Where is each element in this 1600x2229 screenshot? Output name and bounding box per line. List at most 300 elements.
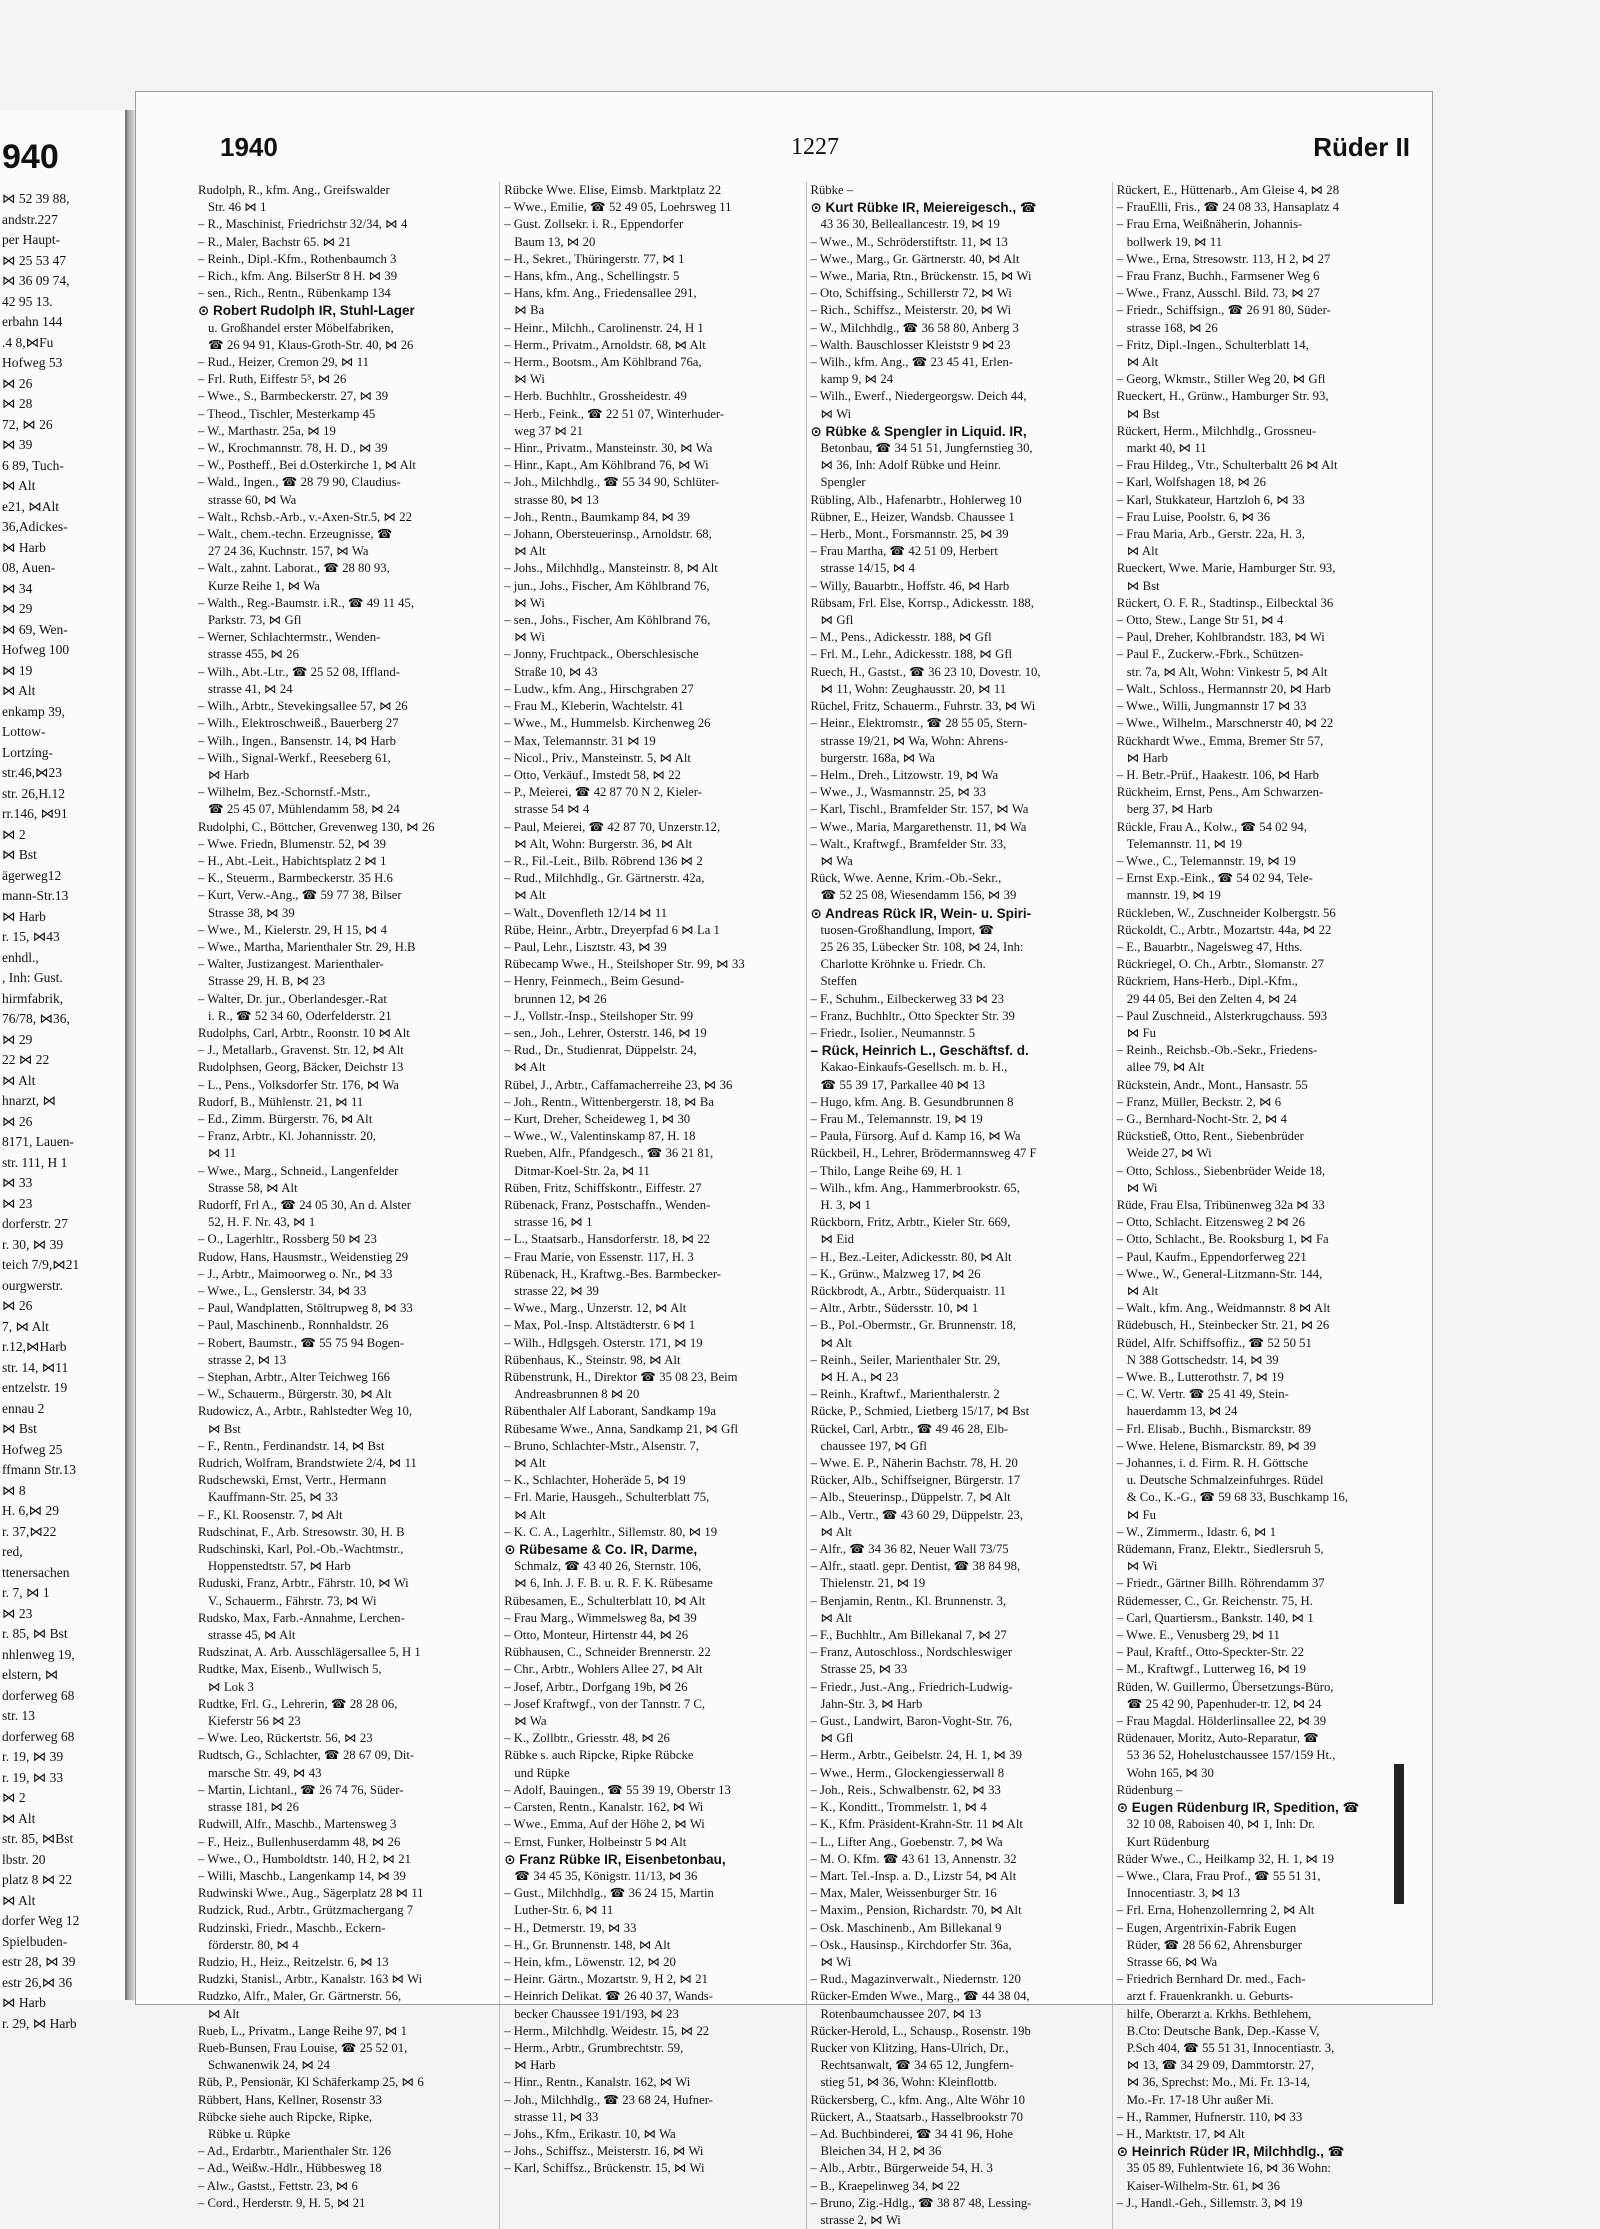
directory-entry-line: – Walt., kfm. Ang., Weidmannstr. 8 ⋈ Alt (1116, 1301, 1331, 1316)
previous-page-line: entzelstr. 19 (2, 1380, 68, 1395)
column-3 (806, 182, 1102, 2229)
directory-entry-line: – Wwe., Martha, Marienthaler Str. 29, H.B (198, 939, 416, 954)
previous-page-line: Spielbuden- (2, 1933, 68, 1949)
previous-page-line: ⋈ Bst (2, 1421, 37, 1436)
directory-entry-line: Andreasbrunnen 8 ⋈ 20 (514, 1387, 640, 1402)
directory-entry-line: – F., Heiz., Bullenhuserdamm 48, ⋈ 26 (198, 1834, 401, 1849)
directory-entry-line: – Wwe., Erna, Stresowstr. 113, H 2, ⋈ 27 (1116, 251, 1331, 266)
directory-entry-line: ⋈ Wi (514, 372, 545, 387)
directory-entry-line: – K. C. A., Lagerhltr., Sillemstr. 80, ⋈ 19 (504, 1524, 718, 1539)
directory-entry-line: – H., Rammer, Hufnerstr. 110, ⋈ 33 (1116, 2109, 1303, 2124)
directory-entry-line: – Hinr., Rentn., Kanalstr. 162, ⋈ Wi (504, 2075, 691, 2090)
previous-page-line: ⋈ 29 (2, 601, 33, 616)
directory-entry-line: ⋈ Gfl (820, 613, 854, 628)
directory-entry-line: – Herb. Buchhltr., Grossheidestr. 49 (504, 389, 687, 404)
directory-entry-line: – Franz, Arbtr., Kl. Johannisstr. 20, (198, 1129, 376, 1144)
directory-entry-line: ⋈ Wi (1126, 1559, 1158, 1574)
directory-entry-line: – Paul, Wandplatten, Stöltrupweg 8, ⋈ 33 (198, 1301, 413, 1316)
previous-page-line: ⋈ Alt (2, 1810, 36, 1826)
directory-entry-line: Rudzinski, Friedr., Maschb., Eckern- (198, 1920, 386, 1935)
directory-entry-line: – Herm., Bootsm., Am Köhlbrand 76a, (504, 355, 702, 370)
directory-entry-line: ⋈ Alt (514, 1060, 546, 1075)
directory-entry-line: – Otto, Schlacht., Be. Rooksburg 1, ⋈ Fa (1116, 1232, 1329, 1247)
directory-entry-line: u. Großhandel erster Möbelfabriken, (208, 320, 394, 335)
previous-page-line: ⋈ 52 39 88, (2, 191, 70, 206)
directory-entry-line: – Herm., Milchhdlg. Weidestr. 15, ⋈ 22 (504, 2023, 710, 2038)
directory-entry-line: – Georg, Wkmstr., Stiller Weg 20, ⋈ Gfl (1116, 372, 1326, 387)
directory-entry-line: Rübke s. auch Ripcke, Ripke Rübcke (504, 1748, 694, 1763)
page-header (220, 132, 1410, 174)
directory-entry-line: – L., Pens., Volksdorfer Str. 176, ⋈ Wa (198, 1077, 399, 1092)
previous-page-strip (0, 110, 127, 2031)
directory-entry-line: – Friedr., Gärtner Billh. Röhrendamm 37 (1116, 1576, 1325, 1591)
previous-page-line: H. 6,⋈ 29 (2, 1503, 59, 1518)
previous-page-line: ffmann Str.13 (2, 1462, 76, 1477)
directory-entry-line: Rückert, O. F. R., Stadtinsp., Eilbecktal 36 (1116, 595, 1334, 610)
directory-entry-line: ⋈ Wi (514, 595, 545, 610)
directory-entry-line: Rückert, A., Staatsarb., Hasselbrookstr 70 (810, 2109, 1023, 2124)
directory-entry-line: Charlotte Kröhnke u. Friedr. Ch. (820, 957, 986, 972)
directory-entry-line: Rückleben, W., Zuschneider Kolbergstr. 56 (1116, 905, 1336, 920)
previous-page-line: dorferstr. 27 (2, 1216, 68, 1231)
directory-entry-line: – Wwe., M., Hummelsb. Kirchenweg 26 (504, 716, 711, 731)
directory-entry-line: N 388 Gottschedstr. 14, ⋈ 39 (1126, 1352, 1279, 1367)
directory-entry-line: – Wilh., kfm. Ang., ☎ 23 45 41, Erlen- (810, 355, 1014, 370)
directory-entry-line: burgerstr. 168a, ⋈ Wa (820, 750, 935, 765)
directory-entry-line: – K., Kfm. Präsident-Krahn-Str. 11 ⋈ Alt (810, 1817, 1023, 1832)
directory-entry-line: – Ad., Weißw.-Hdlr., Hübbesweg 18 (198, 2161, 382, 2176)
directory-entry-line: ⋈ Lok 3 (208, 1679, 254, 1694)
directory-entry-line: – Hinr., Privatm., Mansteinstr. 30, ⋈ Wa (504, 441, 713, 456)
directory-entry-line: – Walt., zahnt. Laborat., ☎ 28 80 93, (198, 561, 390, 576)
directory-entry-line: – Ad. Buchbinderei, ☎ 34 41 96, Hohe (810, 2126, 1014, 2141)
directory-entry-line: – Hinr., Kapt., Am Köhlbrand 76, ⋈ Wi (504, 458, 709, 473)
directory-entry-line: Weide 27, ⋈ Wi (1126, 1146, 1212, 1161)
directory-entry-line: Rüb, P., Pensionär, Kl Schäferkamp 25, ⋈ 6 (198, 2075, 424, 2090)
directory-entry-line: Rudolphsen, Georg, Bäcker, Deichstr 13 (198, 1060, 404, 1075)
directory-entry-line: ⊙ Robert Rudolph IR, Stuhl-Lager (198, 303, 415, 319)
directory-entry-line: strasse 14/15, ⋈ 4 (820, 561, 915, 576)
directory-entry-line: strasse 168, ⋈ 26 (1126, 320, 1218, 335)
previous-page-line: Hofweg 100 (2, 642, 70, 657)
directory-entry-line: Rudschinat, F., Arb. Stresowstr. 30, H. B (198, 1524, 405, 1539)
previous-page-year: 940 (2, 138, 59, 176)
directory-entry-line: – Stephan, Arbtr., Alter Teichweg 166 (198, 1370, 390, 1385)
directory-entry-line: Rüdenauer, Moritz, Auto-Reparatur, ☎ (1116, 1731, 1319, 1746)
directory-entry-line: ⋈ Fu (1126, 1507, 1157, 1522)
directory-entry-line: Rübhausen, C., Schneider Brennerstr. 22 (504, 1645, 711, 1660)
directory-entry-line: Rudolphs, Carl, Arbtr., Roonstr. 10 ⋈ Alt (198, 1025, 410, 1040)
directory-entry-line: strasse 19/21, ⋈ Wa, Wohn: Ahrens- (820, 733, 1008, 748)
directory-entry-line: Rübesamen, E., Schulterblatt 10, ⋈ Alt (504, 1593, 706, 1608)
directory-entry-line: 53 36 52, Hohelustchaussee 157/159 Ht., (1126, 1748, 1336, 1763)
directory-entry-line: – Wwe. B., Lutterothstr. 7, ⋈ 19 (1116, 1370, 1284, 1385)
previous-page-line: r. 29, ⋈ Harb (2, 2015, 77, 2031)
directory-entry-line: – Frl. M., Lehr., Adickesstr. 188, ⋈ Gfl (810, 647, 1013, 662)
directory-entry-line: Rudszinat, A. Arb. Ausschlägersallee 5, H 1 (198, 1645, 421, 1660)
previous-page-line: lbstr. 20 (2, 1851, 46, 1867)
directory-entry-line: – K., Konditt., Trommelstr. 1, ⋈ 4 (810, 1800, 987, 1815)
directory-entry-line: Rudzio, H., Heiz., Reitzelstr. 6, ⋈ 13 (198, 1954, 389, 1969)
directory-entry-line: – Altr., Arbtr., Südersstr. 10, ⋈ 1 (810, 1301, 979, 1316)
directory-entry-line: – Thilo, Lange Reihe 69, H. 1 (810, 1163, 963, 1178)
directory-entry-line: – Otto, Schloss., Siebenbrüder Weide 18, (1116, 1163, 1326, 1178)
directory-entry-line: u. Deutsche Schmalzeinfuhrges. Rüdel (1126, 1473, 1324, 1488)
directory-entry-line: – B., Pol.-Obermstr., Gr. Brunnenstr. 18, (810, 1318, 1016, 1333)
directory-entry-line: ⋈ Wi (1126, 1180, 1158, 1195)
previous-page-line: ⋈ 26 (2, 1298, 33, 1313)
directory-entry-line: – Wwe., W., Valentinskamp 87, H. 18 (504, 1129, 696, 1144)
directory-entry-line: – Frl. Ruth, Eiffestr 5⁵, ⋈ 26 (198, 372, 347, 387)
previous-page-line: r. 19, ⋈ 39 (2, 1749, 64, 1764)
directory-entry-line: – Wwe., S., Barmbeckerstr. 27, ⋈ 39 (198, 389, 389, 404)
directory-entry-line: – Oto, Schiffsing., Schillerstr 72, ⋈ Wi (810, 286, 1012, 301)
directory-entry-line: Steffen (820, 974, 857, 989)
previous-page-line: 7, ⋈ Alt (2, 1318, 49, 1334)
directory-entry-line: ☎ 52 25 08, Wiesendamm 156, ⋈ 39 (820, 888, 1017, 903)
directory-entry-line: Rüben, Fritz, Schiffskontr., Eiffestr. 27 (504, 1180, 702, 1195)
directory-entry-line: – jun., Johs., Fischer, Am Köhlbrand 76, (504, 578, 710, 593)
directory-entry-line: – Rud., Milchhdlg., Gr. Gärtnerstr. 42a, (504, 871, 705, 886)
directory-entry-line: strasse 22, ⋈ 39 (514, 1284, 599, 1298)
directory-entry-line: Rübenthaler Alf Laborant, Sandkamp 19a (504, 1404, 717, 1419)
directory-entry-line: – W., Milchhdlg., ☎ 36 58 80, Anberg 3 (810, 320, 1019, 335)
directory-entry-line: – Kurt, Dreher, Scheideweg 1, ⋈ 30 (504, 1111, 691, 1126)
directory-entry-line: Ruech, H., Gastst., ☎ 36 23 10, Dovestr. 10, (810, 664, 1041, 679)
directory-entry-line: Rotenbaumchaussee 207, ⋈ 13 (820, 2006, 982, 2021)
directory-entry-line: – Walt., Schloss., Hermannstr 20, ⋈ Harb (1116, 681, 1331, 696)
directory-entry-line: bollwerk 19, ⋈ 11 (1126, 234, 1223, 249)
directory-entry-line: Telemannstr. 11, ⋈ 19 (1126, 836, 1243, 851)
directory-entry-line: – Wwe., Marg., Unzerstr. 12, ⋈ Alt (504, 1301, 687, 1316)
directory-entry-line: – Wwe., Marg., Schneid., Langenfelder (198, 1163, 399, 1178)
directory-entry-line: – Alb., Steuerinsp., Düppelstr. 7, ⋈ Alt (810, 1490, 1011, 1505)
directory-entry-line: – Frau Erna, Weißnäherin, Johannis- (1116, 217, 1303, 232)
directory-entry-line: – Franz, Buchhltr., Otto Speckter Str. 39 (810, 1008, 1015, 1023)
directory-entry-line: – Wwe., Franz, Ausschl. Bild. 73, ⋈ 27 (1116, 286, 1320, 301)
previous-page-line: Hofweg 53 (2, 355, 63, 370)
directory-entry-line: Rückriem, Hans-Herb., Dipl.-Kfm., (1116, 974, 1298, 989)
directory-entry-line: – Frau Martha, ☎ 42 51 09, Herbert (810, 544, 998, 559)
directory-entry-line: – Heinrich Delikat. ☎ 26 40 37, Wands- (504, 1989, 713, 2004)
page-year: 1940 (220, 132, 278, 162)
previous-page-line: 22 ⋈ 22 (2, 1052, 50, 1067)
previous-page-line: str.46,⋈23 (2, 765, 63, 780)
directory-entry-line: Rückersberg, C., kfm. Ang., Alte Wöhr 10 (810, 2092, 1025, 2107)
directory-entry-line: – W., Krochmannstr. 78, H. D., ⋈ 39 (198, 441, 388, 456)
directory-entry-line: Kieferstr 56 ⋈ 23 (208, 1714, 301, 1729)
directory-entry-line: Rüdenburg – (1116, 1782, 1183, 1797)
directory-entry-line: ⋈ 13, ☎ 34 29 09, Dammtorstr. 27, (1126, 2058, 1315, 2073)
directory-entry-line: ⋈ Alt (1126, 1284, 1159, 1298)
directory-entry-line: ⋈ Alt, Wohn: Burgerstr. 36, ⋈ Alt (514, 836, 693, 851)
directory-entry-line: ⋈ Alt (820, 1524, 852, 1539)
directory-entry-line: – Cord., Herderstr. 9, H. 5, ⋈ 21 (198, 2195, 366, 2210)
directory-entry-line: – W., Postheff., Bei d.Osterkirche 1, ⋈ Alt (198, 458, 416, 473)
directory-entry-line: Rübke u. Rüpke (208, 2126, 291, 2141)
directory-entry-line: – Frau Marie, von Essenstr. 117, H. 3 (504, 1249, 694, 1264)
previous-page-line: Lottow- (2, 724, 46, 739)
directory-entry-line: Rübesame Wwe., Anna, Sandkamp 21, ⋈ Gfl (504, 1421, 738, 1436)
directory-entry-line: – Wwe., Emma, Auf der Höhe 2, ⋈ Wi (504, 1817, 705, 1832)
directory-entry-line: ⋈ Alt (1126, 544, 1159, 559)
directory-entry-line: Rückborn, Fritz, Arbtr., Kieler Str. 669, (810, 1215, 1011, 1230)
directory-entry-line: – Wilhelm, Bez.-Schornstf.-Mstr., (198, 785, 371, 800)
directory-entry-line: Wohn 165, ⋈ 30 (1126, 1765, 1214, 1780)
directory-entry-line: – Otto, Stew., Lange Str 51, ⋈ 4 (1116, 613, 1284, 628)
directory-entry-line: ⋈ Alt (514, 888, 546, 903)
directory-entry-line: Rüdemann, Franz, Elektr., Siedlersruh 5, (1116, 1542, 1324, 1557)
directory-entry-line: – Theod., Tischler, Mesterkamp 45 (198, 406, 376, 421)
directory-entry-line: – Paul, Lehr., Lisztstr. 43, ⋈ 39 (504, 939, 667, 954)
directory-entry-line: Rüder Wwe., C., Heilkamp 32, H. 1, ⋈ 19 (1116, 1851, 1334, 1866)
directory-entry-line: – Paul, Meierei, ☎ 42 87 70, Unzerstr.12, (504, 819, 721, 834)
directory-entry-line: 35 05 89, Fuhlentwiete 16, ⋈ 36 Wohn: (1126, 2161, 1331, 2176)
directory-entry-line: ☎ 25 42 90, Papenhuder-tr. 12, ⋈ 24 (1126, 1696, 1322, 1711)
column-4 (1112, 182, 1408, 2229)
directory-entry-line: Rübenhaus, K., Steinstr. 98, ⋈ Alt (504, 1352, 681, 1367)
directory-entry-line: ⋈ 6, Inh. J. F. B. u. R. F. K. Rübesame (514, 1576, 713, 1591)
directory-entry-line: – Wwe., M., Kielerstr. 29, H 15, ⋈ 4 (198, 922, 387, 937)
directory-entry-line: – Wwe., Marg., Gr. Gärtnerstr. 40, ⋈ Alt (810, 251, 1020, 266)
directory-entry-line: Rückstieß, Otto, Rent., Siebenbrüder (1116, 1129, 1304, 1144)
directory-entry-line: – Frau Franz, Buchh., Farmsener Weg 6 (1116, 269, 1320, 284)
directory-entry-line: Betonbau, ☎ 34 51 51, Jungfernstieg 30, (820, 441, 1033, 456)
directory-entry-line: Rübenack, Franz, Postschaffn., Wenden- (504, 1197, 711, 1212)
directory-entry-line: i. R., ☎ 52 34 60, Oderfelderstr. 21 (208, 1008, 392, 1023)
directory-entry-line: B.Cto: Deutsche Bank, Dep.-Kasse V, (1126, 2023, 1320, 2038)
directory-entry-line: – Walt., Kraftwgf., Bramfelder Str. 33, (810, 836, 1007, 851)
directory-entry-line: – Joh., Rentn., Baumkamp 84, ⋈ 39 (504, 509, 690, 524)
directory-entry-line: – L., Staatsarb., Hansdorferstr. 18, ⋈ 22 (504, 1232, 711, 1247)
previous-page-line: e21, ⋈Alt (2, 498, 59, 514)
directory-entry-line: – Wwe., O., Humboldtstr. 140, H 2, ⋈ 21 (198, 1851, 411, 1866)
directory-entry-line: Rudzko, Alfr., Maler, Gr. Gärtnerstr. 56, (198, 1989, 402, 2004)
previous-page-line: , Inh: Gust. (2, 970, 63, 985)
directory-entry-line: Rüder, ☎ 28 56 62, Ahrensburger (1126, 1937, 1303, 1952)
directory-entry-line: ⋈ Wi (820, 406, 852, 421)
directory-entry-line: Schmalz, ☎ 43 40 26, Sternstr. 106, (514, 1559, 702, 1574)
previous-page-line: ⋈ Alt (2, 1072, 36, 1088)
directory-entry-line: – Wwe., M., Schröderstiftstr. 11, ⋈ 13 (810, 234, 1008, 249)
directory-entry-line: Rückstein, Andr., Mont., Hansastr. 55 (1116, 1077, 1308, 1092)
directory-entry-line: – Wilh., Signal-Werkf., Reeseberg 61, (198, 750, 391, 765)
directory-entry-line: Ditmar-Koel-Str. 2a, ⋈ 11 (514, 1163, 650, 1178)
directory-entry-line: – Alw., Gastst., Fettstr. 23, ⋈ 6 (198, 2178, 358, 2193)
previous-page-line: ⋈ 26 (2, 375, 33, 391)
directory-entry-line: – Carsten, Rentn., Kanalstr. 162, ⋈ Wi (504, 1800, 704, 1815)
directory-entry-line: strasse 2, ⋈ 13 (208, 1352, 287, 1367)
previous-page-line: ⋈ Bst (2, 847, 37, 862)
directory-entry-line: – Frau Hildeg., Vtr., Schulterbaltt 26 ⋈ Alt (1116, 458, 1338, 473)
directory-entry-line: – Karl, Wolfshagen 18, ⋈ 26 (1116, 475, 1266, 490)
directory-entry-line: Kurze Reihe 1, ⋈ Wa (208, 578, 320, 593)
directory-entry-line: strasse 455, ⋈ 26 (208, 647, 299, 662)
directory-entry-line: – sen., Johs., Fischer, Am Köhlbrand 76, (504, 613, 711, 628)
directory-entry-line: brunnen 12, ⋈ 26 (514, 991, 607, 1006)
directory-entry-line: – Robert, Baumstr., ☎ 55 75 94 Bogen- (198, 1335, 405, 1350)
directory-entry-line: Rucker von Klitzing, Hans-Ulrich, Dr., (810, 2040, 1009, 2055)
directory-entry-line: – Benjamin, Rentn., Kl. Brunnenstr. 3, (810, 1593, 1007, 1608)
directory-entry-line: Rudzick, Rud., Arbtr., Grützmachergang 7 (198, 1903, 414, 1918)
previous-page-line: elstern, ⋈ (2, 1667, 59, 1682)
directory-entry-line: – Frau M., Kleberin, Wachtelstr. 41 (504, 699, 684, 714)
page-edge-mark (1394, 1764, 1404, 1904)
previous-page-line: teich 7/9,⋈21 (2, 1257, 80, 1272)
directory-entry-line: & Co., K.-G., ☎ 59 68 33, Buschkamp 16, (1126, 1490, 1349, 1505)
directory-entry-line: ⋈ Bst (1126, 406, 1160, 421)
previous-page-line: enkamp 39, (2, 703, 65, 719)
previous-page-line: dorferweg 68 (2, 1687, 75, 1703)
directory-entry-line: – Kurt, Verw.-Ang., ☎ 59 77 38, Bilser (198, 888, 402, 903)
directory-entry-line: 25 26 35, Lübecker Str. 108, ⋈ 24, Inh: (820, 939, 1024, 954)
directory-entry-line: kamp 9, ⋈ 24 (820, 372, 894, 387)
directory-entry-line: – Paula, Fürsorg. Auf d. Kamp 16, ⋈ Wa (810, 1129, 1021, 1144)
directory-entry-line: – Gust., Landwirt, Baron-Voght-Str. 76, (810, 1714, 1013, 1729)
directory-entry-line: – Joh., Reis., Schwalbenstr. 62, ⋈ 33 (810, 1782, 1001, 1797)
directory-entry-line: Rudwinski Wwe., Aug., Sägerplatz 28 ⋈ 11 (198, 1886, 424, 1901)
previous-page-line: ägerweg12 (2, 867, 62, 883)
directory-entry-line: – Josef Kraftwgf., von der Tannstr. 7 C, (504, 1696, 706, 1711)
directory-entry-line: Spengler (820, 475, 866, 490)
previous-page-line: 8171, Lauen- (2, 1134, 74, 1149)
directory-entry-line: – Otto, Verkäuf., Imstedt 58, ⋈ 22 (504, 767, 681, 782)
directory-entry-line: – K., Schlachter, Hoheräde 5, ⋈ 19 (504, 1473, 686, 1488)
directory-entry-line: – Adolf, Bauingen., ☎ 55 39 19, Oberstr 13 (504, 1782, 731, 1797)
directory-entry-line: – Wwe., C., Telemannstr. 19, ⋈ 19 (1116, 853, 1296, 868)
directory-entry-line: Jahn-Str. 3, ⋈ Harb (820, 1696, 923, 1711)
directory-entry-line: ⋈ Alt (820, 1335, 852, 1350)
directory-entry-line: ☎ 25 45 07, Mühlendamm 58, ⋈ 24 (208, 802, 400, 817)
directory-entry-line: – Wwe. Leo, Rückertstr. 56, ⋈ 23 (198, 1731, 373, 1746)
directory-entry-line: ⋈ Bst (208, 1421, 241, 1436)
directory-entry-line: strasse 60, ⋈ Wa (208, 492, 297, 507)
directory-entry-line: strasse 181, ⋈ 26 (208, 1800, 299, 1815)
directory-entry-line: – Wwe. Friedn, Blumenstr. 52, ⋈ 39 (198, 836, 386, 851)
directory-entry-line: – Wwe., Maria, Margarethenstr. 11, ⋈ Wa (810, 819, 1027, 834)
directory-entry-line: Rücker-Herold, L., Schausp., Rosenstr. 19b (810, 2023, 1031, 2038)
directory-entry-line: – Paul, Kraftf., Otto-Speckter-Str. 22 (1116, 1645, 1304, 1660)
directory-entry-line: – Wilh., Hdlgsgeh. Osterstr. 171, ⋈ 19 (504, 1335, 703, 1350)
directory-entry-line: Rudtke, Max, Eisenb., Wullwisch 5, (198, 1662, 382, 1677)
directory-entry-line: – H., Marktstr. 17, ⋈ Alt (1116, 2126, 1245, 2141)
directory-entry-line: – W., Marthastr. 25a, ⋈ 19 (198, 423, 336, 438)
directory-entry-line: chaussee 197, ⋈ Gfl (820, 1438, 927, 1453)
directory-entry-line: ⋈ 11 (208, 1146, 237, 1161)
directory-entry-line: tuosen-Großhandlung, Import, ☎ (820, 922, 995, 937)
directory-entry-line: weg 37 ⋈ 21 (514, 423, 583, 438)
previous-page-line: dorfer Weg 12 (2, 1913, 80, 1928)
directory-entry-line: – Hugo, kfm. Ang. B. Gesundbrunnen 8 (810, 1094, 1014, 1109)
directory-entry-line: Strasse 38, ⋈ 39 (208, 905, 295, 920)
column-1 (198, 182, 489, 2229)
directory-entry-line: – Ad., Erdarbtr., Marienthaler Str. 126 (198, 2144, 392, 2159)
directory-entry-line: – Paul, Maschinenb., Ronnhaldstr. 26 (198, 1318, 389, 1333)
directory-entry-line: ⋈ 11, Wohn: Zeughausstr. 20, ⋈ 11 (820, 681, 1007, 696)
directory-entry-line: Kaiser-Wilhelm-Str. 61, ⋈ 36 (1126, 2178, 1280, 2193)
directory-entry-line: – Nicol., Priv., Mansteinstr. 5, ⋈ Alt (504, 750, 691, 765)
directory-entry-line: – J., Handl.-Geh., Sillemstr. 3, ⋈ 19 (1116, 2195, 1303, 2210)
directory-entry-line: – Alb., Arbtr., Bürgerweide 54, H. 3 (810, 2161, 993, 2176)
directory-entry-line: 27 24 36, Kuchnstr. 157, ⋈ Wa (208, 544, 369, 559)
directory-entry-line: Rücke, P., Schmied, Lietberg 15/17, ⋈ Bst (810, 1404, 1030, 1419)
directory-entry-line: – Rud., Heizer, Cremon 29, ⋈ 11 (198, 355, 369, 370)
directory-entry-line: Rudorf, B., Mühlenstr. 21, ⋈ 11 (198, 1094, 364, 1109)
directory-entry-line: – Frl. Elisab., Buchh., Bismarckstr. 89 (1116, 1421, 1311, 1436)
directory-entry-line: – K., Grünw., Malzweg 17, ⋈ 26 (810, 1266, 981, 1281)
directory-entry-line: – Willy, Bauarbtr., Hoffstr. 46, ⋈ Harb (810, 578, 1010, 593)
previous-page-line: per Haupt- (2, 232, 61, 247)
previous-page-line: r. 30, ⋈ 39 (2, 1236, 64, 1252)
directory-entry-line: ⋈ Alt (514, 1456, 546, 1471)
directory-entry-line: Rübcke siehe auch Ripcke, Ripke, (198, 2109, 373, 2124)
directory-entry-line: Strasse 29, H. B, ⋈ 23 (208, 974, 326, 989)
directory-entry-line: Rueckert, H., Grünw., Hamburger Str. 93, (1116, 389, 1329, 404)
directory-entry-line: mannstr. 19, ⋈ 19 (1126, 888, 1221, 903)
directory-entry-line: Rüdebusch, H., Steinbecker Str. 21, ⋈ 26 (1116, 1318, 1330, 1333)
previous-page-line: ⋈ 23 (2, 1605, 33, 1621)
previous-page-line: r. 19, ⋈ 33 (2, 1769, 64, 1785)
directory-entry-line: – Herm., Arbtr., Grumbrechtstr. 59, (504, 2040, 684, 2055)
previous-page-line: erbahn 144 (2, 314, 63, 329)
directory-entry-line: hauerdamm 13, ⋈ 24 (1126, 1404, 1238, 1419)
directory-entry-line: – Max, Telemannstr. 31 ⋈ 19 (504, 733, 656, 748)
directory-entry-line: Rudwill, Alfr., Maschb., Martensweg 3 (198, 1817, 397, 1832)
directory-entry-line: – Friedr., Schiffsign., ☎ 26 91 80, Süder- (1116, 303, 1331, 318)
directory-entry-line: ⋈ 36, Sprechst: Mo., Mi. Fr. 13-14, (1126, 2075, 1311, 2090)
directory-entry-line: H. 3, ⋈ 1 (820, 1197, 871, 1212)
directory-entry-line: Rübe, Heinr., Arbtr., Dreyerpfad 6 ⋈ La 1 (504, 922, 720, 937)
previous-page-line: platz 8 ⋈ 22 (2, 1872, 73, 1887)
directory-entry-line: ⋈ Wi (820, 1954, 852, 1969)
directory-entry-line: – Mart. Tel.-Insp. a. D., Lizstr 54, ⋈ Alt (810, 1868, 1017, 1883)
directory-entry-line: – Bruno, Schlachter-Mstr., Alsenstr. 7, (504, 1438, 699, 1453)
directory-entry-line: – Max, Pol.-Insp. Altstädterstr. 6 ⋈ 1 (504, 1318, 696, 1333)
directory-entry-line: Rübenack, H., Kraftwg.-Bes. Barmbecker- (504, 1266, 722, 1281)
directory-entry-line: Rübenstrunk, H., Direktor ☎ 35 08 23, Beim (504, 1370, 738, 1385)
previous-page-line: ⋈ 39 (2, 437, 33, 452)
previous-page-line: 42 95 13. (2, 293, 53, 309)
directory-entry-line: Rücker-Emden Wwe., Marg., ☎ 44 38 04, (810, 1989, 1030, 2004)
directory-entry-line: – Osk. Maschinenb., Am Billekanal 9 (810, 1920, 1002, 1935)
directory-entry-line: – Frau Luise, Poolstr. 6, ⋈ 36 (1116, 509, 1271, 524)
directory-entry-line: Straße 10, ⋈ 43 (514, 664, 598, 679)
directory-entry-line: – Paul Zuschneid., Alsterkrugchauss. 593 (1116, 1008, 1328, 1023)
directory-entry-line: Strasse 66, ⋈ Wa (1126, 1954, 1218, 1969)
directory-entry-line: strasse 54 ⋈ 4 (514, 802, 590, 817)
previous-page-line: str. 13 (2, 1708, 36, 1723)
directory-entry-line: – Helm., Dreh., Litzowstr. 19, ⋈ Wa (810, 767, 999, 782)
directory-entry-line: – Rich., Schiffsz., Meisterstr. 20, ⋈ Wi (810, 303, 1012, 318)
previous-page-line: ⋈ Harb (2, 539, 46, 555)
directory-entry-line: ⋈ Harb (1126, 750, 1168, 765)
directory-entry-line: – Friedrich Bernhard Dr. med., Fach- (1116, 1972, 1306, 1987)
directory-entry-line: – Reinh., Dipl.-Kfm., Rothenbaumch 3 (198, 251, 397, 266)
directory-entry-line: – Heinr. Gärtn., Mozartstr. 9, H 2, ⋈ 21 (504, 1972, 708, 1987)
directory-entry-line: – Willi, Maschb., Langenkamp 14, ⋈ 39 (198, 1868, 406, 1883)
directory-entry-line: strasse 16, ⋈ 1 (514, 1215, 593, 1230)
directory-entry-line: Hoppenstedtstr. 57, ⋈ Harb (208, 1559, 351, 1574)
directory-entry-line: Rudowicz, A., Arbtr., Rahlstedter Weg 10, (198, 1404, 413, 1419)
directory-entry-line: – F., Rentn., Ferdinandstr. 14, ⋈ Bst (198, 1438, 385, 1453)
directory-entry-line: ⋈ H. A., ⋈ 23 (820, 1370, 899, 1385)
directory-entry-line: – R., Maler, Bachstr 65. ⋈ 21 (198, 234, 352, 249)
directory-entry-line: – Fritz, Dipl.-Ingen., Schulterblatt 14, (1116, 337, 1309, 352)
directory-entry-line: – Wilh., Elektroschweiß., Bauerberg 27 (198, 716, 399, 731)
directory-entry-line: – Reinh., Seiler, Marienthaler Str. 29, (810, 1352, 1001, 1367)
directory-entry-line: ⊙ Andreas Rück IR, Wein- u. Spiri- (810, 905, 1032, 921)
directory-entry-line: – Rud., Magazinverwalt., Niedernstr. 120 (810, 1972, 1021, 1987)
